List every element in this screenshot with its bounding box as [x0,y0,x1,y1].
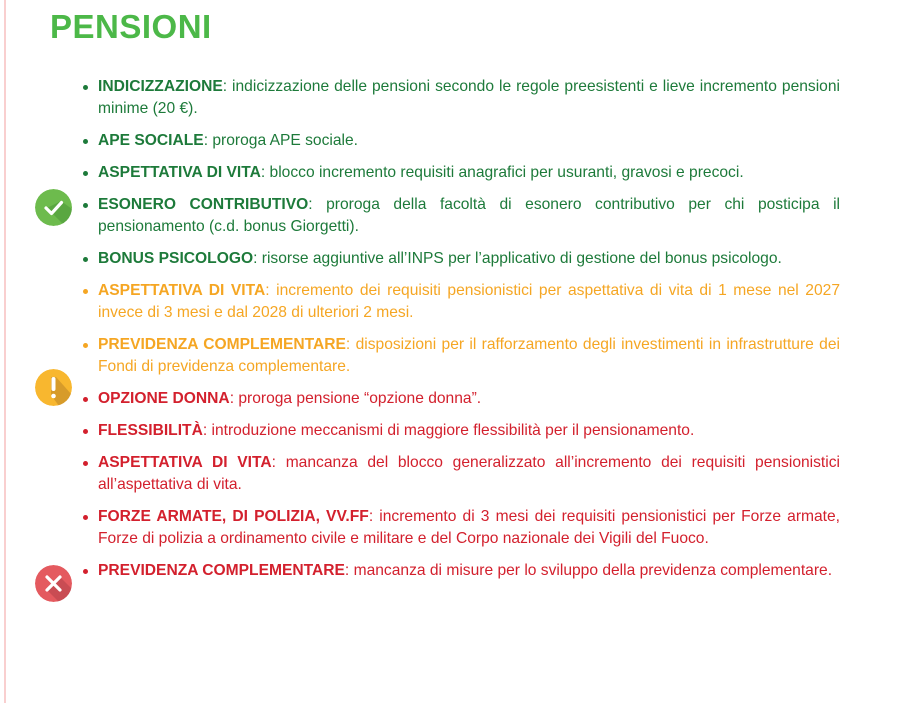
list-item [80,76,840,120]
list-item [80,420,840,442]
item-label: FLESSIBILITÀ [98,422,203,439]
item-label: INDICIZZAZIONE [98,78,223,95]
item-text: : proroga pensione “opzione donna”. [229,390,482,407]
list-item [80,280,840,324]
item-text: : incremento dei requisiti pensionistici per aspettativa di vita di 1 mese nel 2027 invece di 3 mesi e dal 2028 di ulteriori 2 mesi. [98,282,840,321]
list-item [80,388,840,410]
list-item [80,334,840,378]
exclamation-circle-icon [35,369,72,406]
item-label: ASPETTATIVA DI VITA [98,282,266,299]
item-text: : proroga APE sociale. [203,132,359,149]
item-label: BONUS PSICOLOGO [98,250,254,267]
page-title: PENSIONI [50,8,212,45]
item-text: : incremento di 3 mesi dei requisiti pensionistici per Forze armate, Forze di polizia a ordinamento civile e militare e del Corpo nazionale dei Vigili del Fuoco. [98,508,841,547]
item-label: ESONERO CONTRIBUTIVO [98,196,309,213]
list-item [80,130,840,152]
item-label: APE SOCIALE [98,132,204,149]
item-label: ASPETTATIVA DI VITA [98,454,272,471]
item-label: PREVIDENZA COMPLEMENTARE [98,336,346,353]
item-text: : introduzione meccanismi di maggiore flessibilità per il pensionamento. [202,422,695,439]
x-circle-icon [35,565,72,602]
page-border [4,0,6,703]
item-label: FORZE ARMATE, DI POLIZIA, VV.FF [98,508,369,525]
item-text: : mancanza di misure per lo sviluppo della previdenza complementare. [344,562,833,579]
item-text: : disposizioni per il rafforzamento degli investimenti in infrastrutture dei Fondi di previdenza complementare. [98,336,840,375]
pension-measures-list [80,76,840,592]
item-text: : blocco incremento requisiti anagrafici per usuranti, gravosi e precoci. [260,164,744,181]
item-label: OPZIONE DONNA [98,390,230,407]
check-circle-icon [35,189,72,226]
item-text: : indicizzazione delle pensioni secondo le regole preesistenti e lieve incremento pensioni minime (20 €). [98,78,840,117]
list-item [80,162,840,184]
list-item [80,506,840,550]
item-text: : mancanza del blocco generalizzato all’incremento dei requisiti pensionistici all’aspettativa di vita. [98,454,840,493]
item-label: ASPETTATIVA DI VITA [98,164,261,181]
list-item [80,248,840,270]
item-text: : risorse aggiuntive all’INPS per l’applicativo di gestione del bonus psicologo. [253,250,782,267]
item-label: PREVIDENZA COMPLEMENTARE [98,562,345,579]
item-text: : proroga della facoltà di esonero contributivo per chi posticipa il pensionamento (c.d. bonus Giorgetti). [98,196,840,235]
list-item [80,452,840,496]
list-item [80,194,840,238]
list-item [80,560,840,582]
